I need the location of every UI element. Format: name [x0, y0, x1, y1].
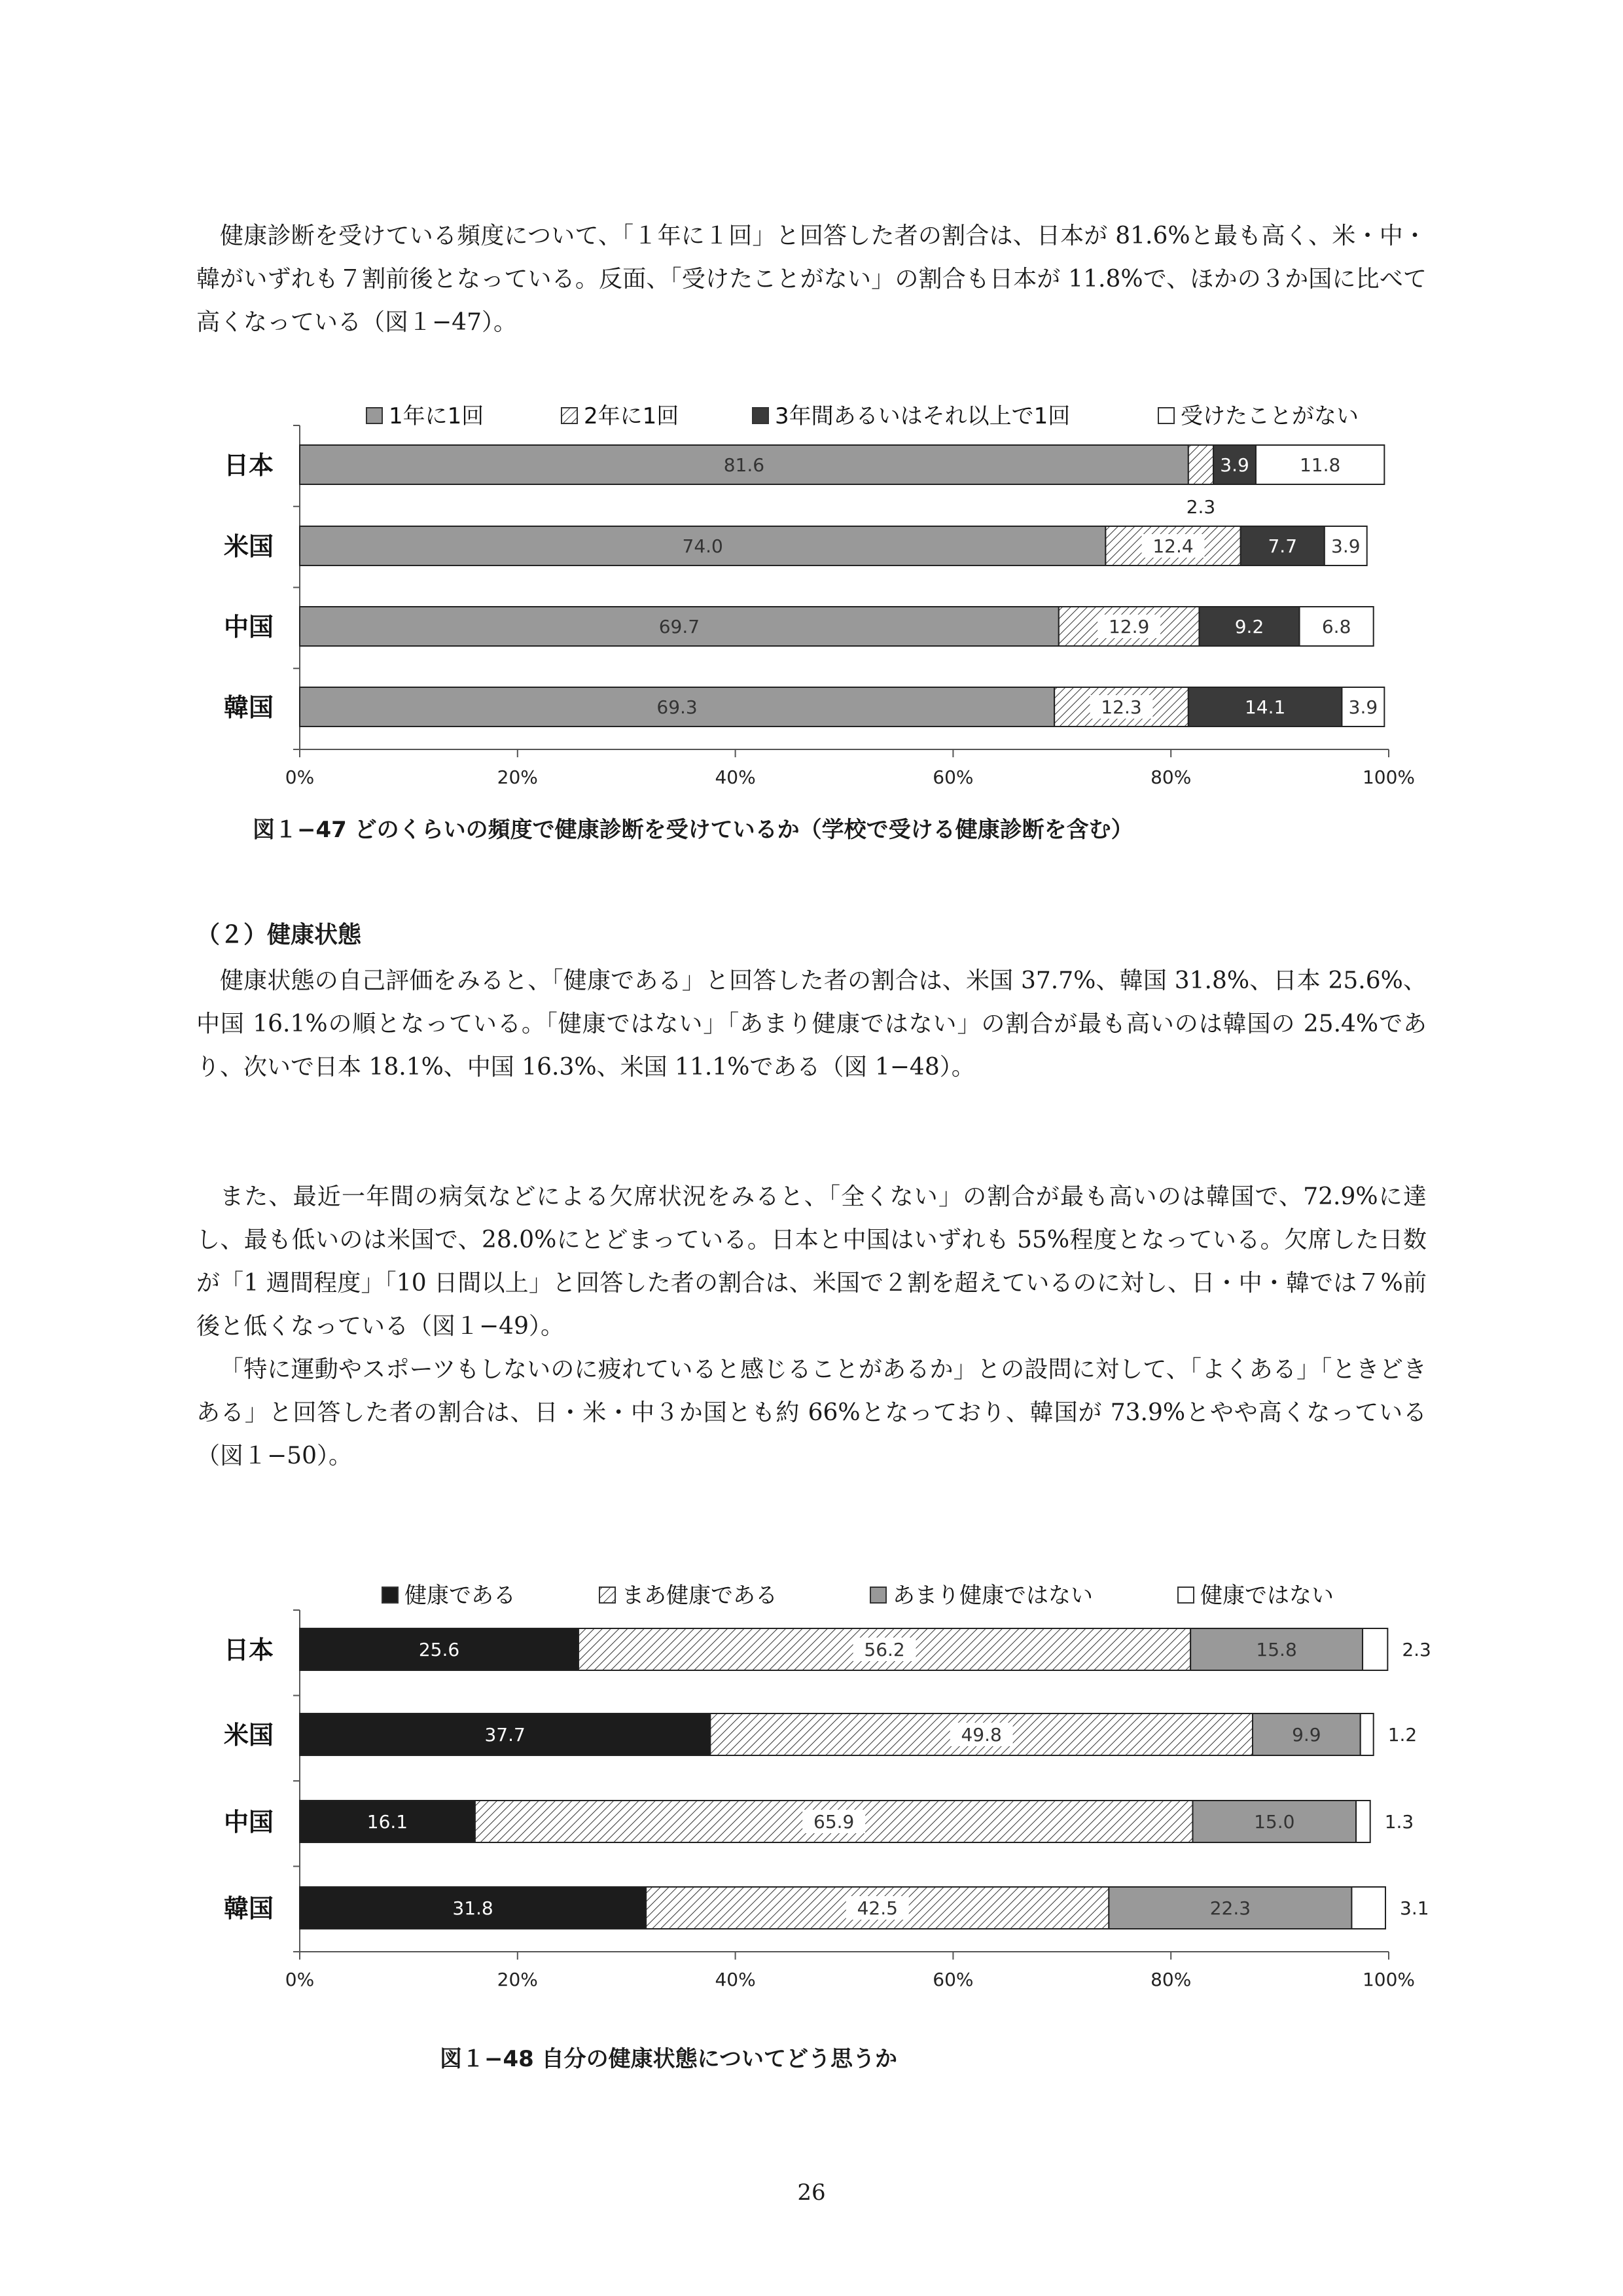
category-label: 日本 — [223, 1636, 274, 1664]
legend-label-2: まあ健康である — [622, 1583, 777, 1609]
data-label: 65.9 — [813, 1811, 855, 1833]
x-tick-label: 80% — [1150, 766, 1192, 788]
data-label: 22.3 — [1209, 1897, 1251, 1919]
data-label: 49.8 — [961, 1724, 1002, 1746]
legend-swatch-4 — [1158, 408, 1174, 423]
data-label: 2.3 — [1402, 1639, 1431, 1660]
data-label: 3.1 — [1400, 1897, 1429, 1919]
legend-label-4: 受けたことがない — [1181, 403, 1359, 429]
figure-caption-1-48: 図１−48 自分の健康状態についてどう思うか — [440, 2046, 897, 2072]
data-label: 7.7 — [1268, 535, 1298, 557]
chart-self-rated-health — [0, 1564, 1623, 2016]
category-label: 米国 — [223, 532, 274, 561]
x-tick-label: 60% — [933, 766, 974, 788]
category-label: 韓国 — [223, 693, 274, 722]
figure-caption-1-47: 図１−47 どのくらいの頻度で健康診断を受けているか（学校で受ける健康診断を含む） — [253, 817, 1133, 843]
data-label: 6.8 — [1321, 616, 1351, 637]
bar-segment — [1363, 1628, 1387, 1670]
data-label: 69.3 — [656, 696, 698, 718]
legend-swatch-4 — [1178, 1587, 1194, 1603]
legend-swatch-1 — [382, 1587, 398, 1603]
x-tick-label: 20% — [497, 1969, 538, 1990]
category-label: 中国 — [223, 1808, 274, 1837]
legend-label-3: あまり健康ではない — [893, 1583, 1093, 1609]
data-label: 2.3 — [1186, 496, 1216, 518]
legend-label-4: 健康ではない — [1200, 1583, 1334, 1609]
data-label: 16.1 — [366, 1811, 408, 1833]
data-label: 3.9 — [1331, 535, 1361, 557]
data-label: 81.6 — [723, 454, 765, 476]
x-tick-label: 40% — [715, 1969, 756, 1990]
legend-swatch-1 — [366, 408, 382, 423]
section-heading: （２）健康状態 — [196, 922, 362, 948]
category-label: 韓国 — [223, 1894, 274, 1923]
data-label: 15.8 — [1256, 1639, 1297, 1660]
category-label: 米国 — [223, 1721, 274, 1749]
data-label: 56.2 — [864, 1639, 905, 1660]
data-label: 74.0 — [682, 535, 723, 557]
data-label: 31.8 — [452, 1897, 493, 1919]
data-label: 3.9 — [1220, 454, 1249, 476]
legend-label-2: 2年に1回 — [584, 403, 679, 429]
bar-segment — [1351, 1887, 1385, 1929]
data-label: 9.2 — [1234, 616, 1264, 637]
legend-label-1: 1年に1回 — [389, 403, 484, 429]
legend-label-1: 健康である — [404, 1583, 516, 1609]
legend-label-3: 3年間あるいはそれ以上で1回 — [775, 403, 1071, 429]
data-label: 3.9 — [1348, 696, 1378, 718]
data-label: 42.5 — [857, 1897, 898, 1919]
data-label: 25.6 — [418, 1639, 460, 1660]
data-label: 12.9 — [1108, 616, 1150, 637]
legend-swatch-2 — [562, 408, 577, 423]
category-label: 中国 — [223, 613, 274, 641]
data-label: 14.1 — [1244, 696, 1286, 718]
x-tick-label: 20% — [497, 766, 538, 788]
paragraph-health-status: 健康状態の自己評価をみると、「健康である」と回答した者の割合は、米国 37.7%、韓国 31.8%、日本 25.6%、中国 16.1%の順となっている。「健康ではない」「あまり健康ではない」の割合が最も高いのは韓国の 25.4%であり、次いで日本 18.1%、中国 16.3%、米国 11.1%である（図 1−48）。 — [196, 967, 1427, 1081]
data-label: 1.3 — [1384, 1811, 1414, 1833]
x-tick-label: 60% — [933, 1969, 974, 1990]
data-label: 12.3 — [1101, 696, 1142, 718]
x-tick-label: 0% — [285, 766, 315, 788]
data-label: 12.4 — [1152, 535, 1194, 557]
x-tick-label: 100% — [1362, 1969, 1416, 1990]
paragraph-absence: また、最近一年間の病気などによる欠席状況をみると、「全くない」の割合が最も高いのは韓国で、72.9%に達し、最も低いのは米国で、28.0%にとどまっている。日本と中国はいずれも 55%程度となっている。欠席した日数が「1 週間程度」「10 日間以上」と回答した者の割合は、米国で２割を超えているのに対し、日・中・韓では７%前後と低くなっている（図１−49）。 — [196, 1183, 1427, 1340]
category-label: 日本 — [223, 451, 274, 480]
legend-swatch-2 — [599, 1587, 615, 1603]
data-label: 11.8 — [1299, 454, 1341, 476]
x-tick-label: 100% — [1362, 766, 1416, 788]
bar-segment — [1356, 1801, 1370, 1842]
data-label: 69.7 — [658, 616, 700, 637]
data-label: 9.9 — [1292, 1724, 1321, 1746]
data-label: 37.7 — [484, 1724, 526, 1746]
chart-health-checkup-frequency — [0, 386, 1623, 831]
legend-swatch-3 — [870, 1587, 886, 1603]
page-number: 26 — [797, 2179, 826, 2206]
data-label: 15.0 — [1254, 1811, 1295, 1833]
x-tick-label: 40% — [715, 766, 756, 788]
x-tick-label: 80% — [1150, 1969, 1192, 1990]
intro-paragraph: 健康診断を受けている頻度について、「１年に１回」と回答した者の割合は、日本が 81.6%と最も高く、米・中・韓がいずれも７割前後となっている。反面、「受けたことがない」の割合も日本が 11.8%で、ほかの３か国に比べて高くなっている（図１−47）。 — [196, 223, 1427, 336]
data-label: 1.2 — [1387, 1724, 1418, 1746]
paragraph-fatigue: 「特に運動やスポーツもしないのに疲れていると感じることがあるか」との設問に対して、「よくある」「ときどきある」と回答した者の割合は、日・米・中３か国とも約 66%となっており、韓国が 73.9%とやや高くなっている（図１−50）。 — [196, 1356, 1427, 1469]
legend-swatch-3 — [753, 408, 768, 423]
x-tick-label: 0% — [285, 1969, 315, 1990]
bar-segment — [1188, 445, 1213, 484]
bar-segment — [1361, 1713, 1374, 1755]
